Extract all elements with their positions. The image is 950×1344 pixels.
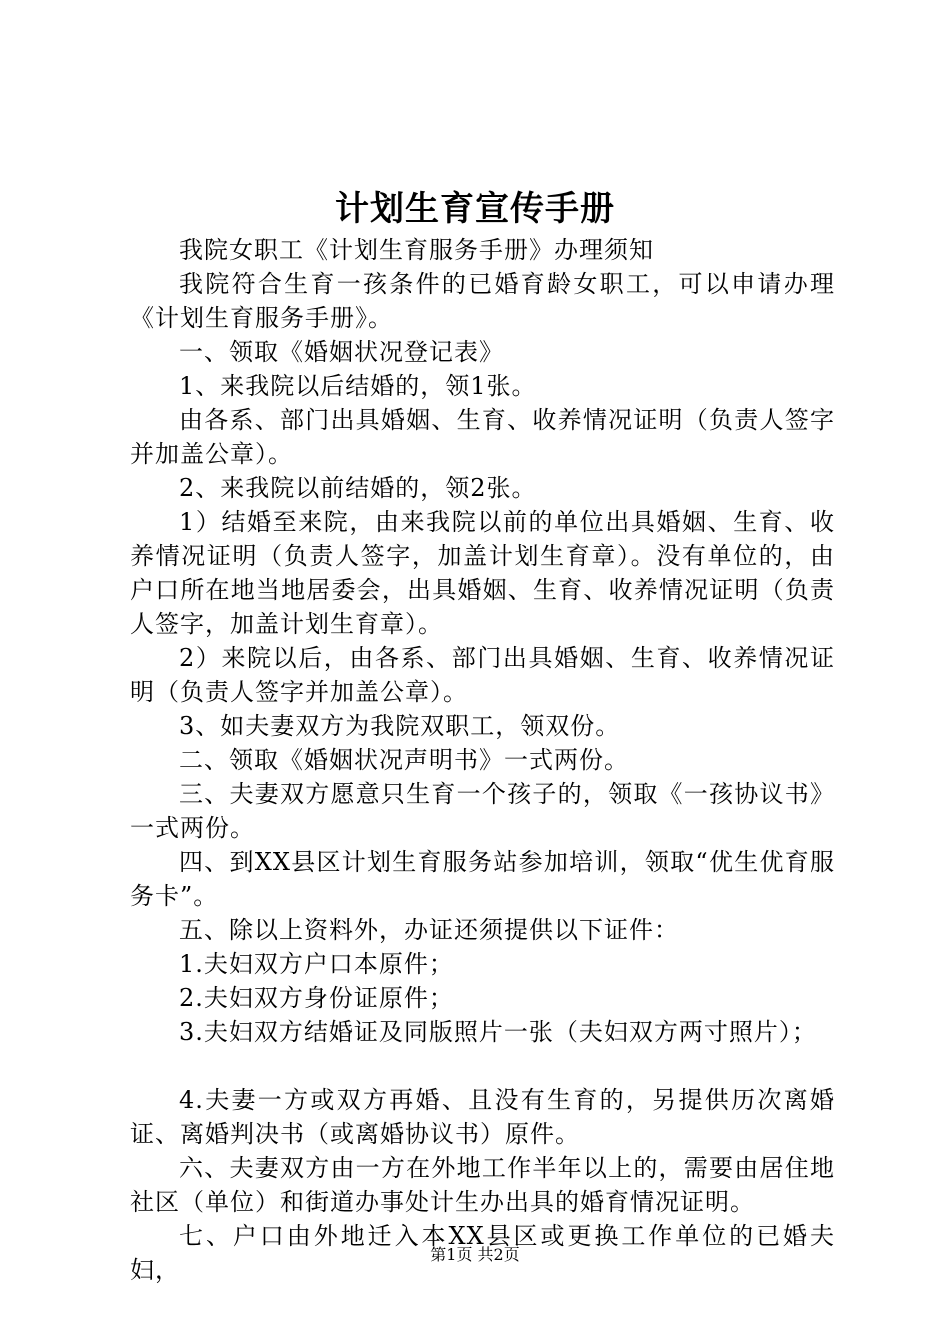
paragraph: 六、夫妻双方由一方在外地工作半年以上的，需要由居住地社区（单位）和街道办事处计生办出具的婚育情况证明。 [130,1154,835,1216]
document-body [130,233,835,1287]
paragraph: 我院女职工《计划生育服务手册》办理须知 [179,236,654,264]
paragraph: 二、领取《婚姻状况声明书》一式两份。 [179,746,629,774]
paragraph: 三、夫妻双方愿意只生育一个孩子的，领取《一孩协议书》一式两份。 [130,780,835,842]
paragraph: 3.夫妇双方结婚证及同版照片一张（夫妇双方两寸照片）； [179,1018,817,1046]
paragraph: 4.夫妻一方或双方再婚、且没有生育的，另提供历次离婚证、离婚判决书（或离婚协议书）原件。 [130,1086,835,1148]
paragraph: 五、除以上资料外，办证还须提供以下证件： [179,916,679,944]
paragraph: 1）结婚至来院，由来我院以前的单位出具婚姻、生育、收养情况证明（负责人签字，加盖计划生育章）。没有单位的，由户口所在地当地居委会，出具婚姻、生育、收养情况证明（负责人签字，加盖计划生育章）。 [130,508,835,638]
paragraph: 1、来我院以后结婚的，领1张。 [179,372,537,400]
paragraph: 四、到XX县区计划生育服务站参加培训，领取“优生优育服务卡”。 [130,848,835,910]
paragraph: 1.夫妇双方户口本原件； [179,950,454,978]
paragraph: 2、来我院以前结婚的，领2张。 [179,474,537,502]
paragraph: 2.夫妇双方身份证原件； [179,984,454,1012]
page-number-footer: 第1页 共2页 [430,1245,520,1264]
paragraph: 我院符合生育一孩条件的已婚育龄女职工，可以申请办理《计划生育服务手册》。 [130,270,835,332]
paragraph: 七、户口由外地迁入本XX县区或更换工作单位的已婚夫妇， [130,1222,835,1284]
paragraph: 由各系、部门出具婚姻、生育、收养情况证明（负责人签字并加盖公章）。 [130,406,835,468]
document-title: 计划生育宣传手册 [335,189,615,229]
paragraph: 2）来院以后，由各系、部门出具婚姻、生育、收养情况证明（负责人签字并加盖公章）。 [130,644,835,706]
paragraph: 3、如夫妻双方为我院双职工，领双份。 [179,712,621,740]
paragraph: 一、领取《婚姻状况登记表》 [179,338,504,366]
